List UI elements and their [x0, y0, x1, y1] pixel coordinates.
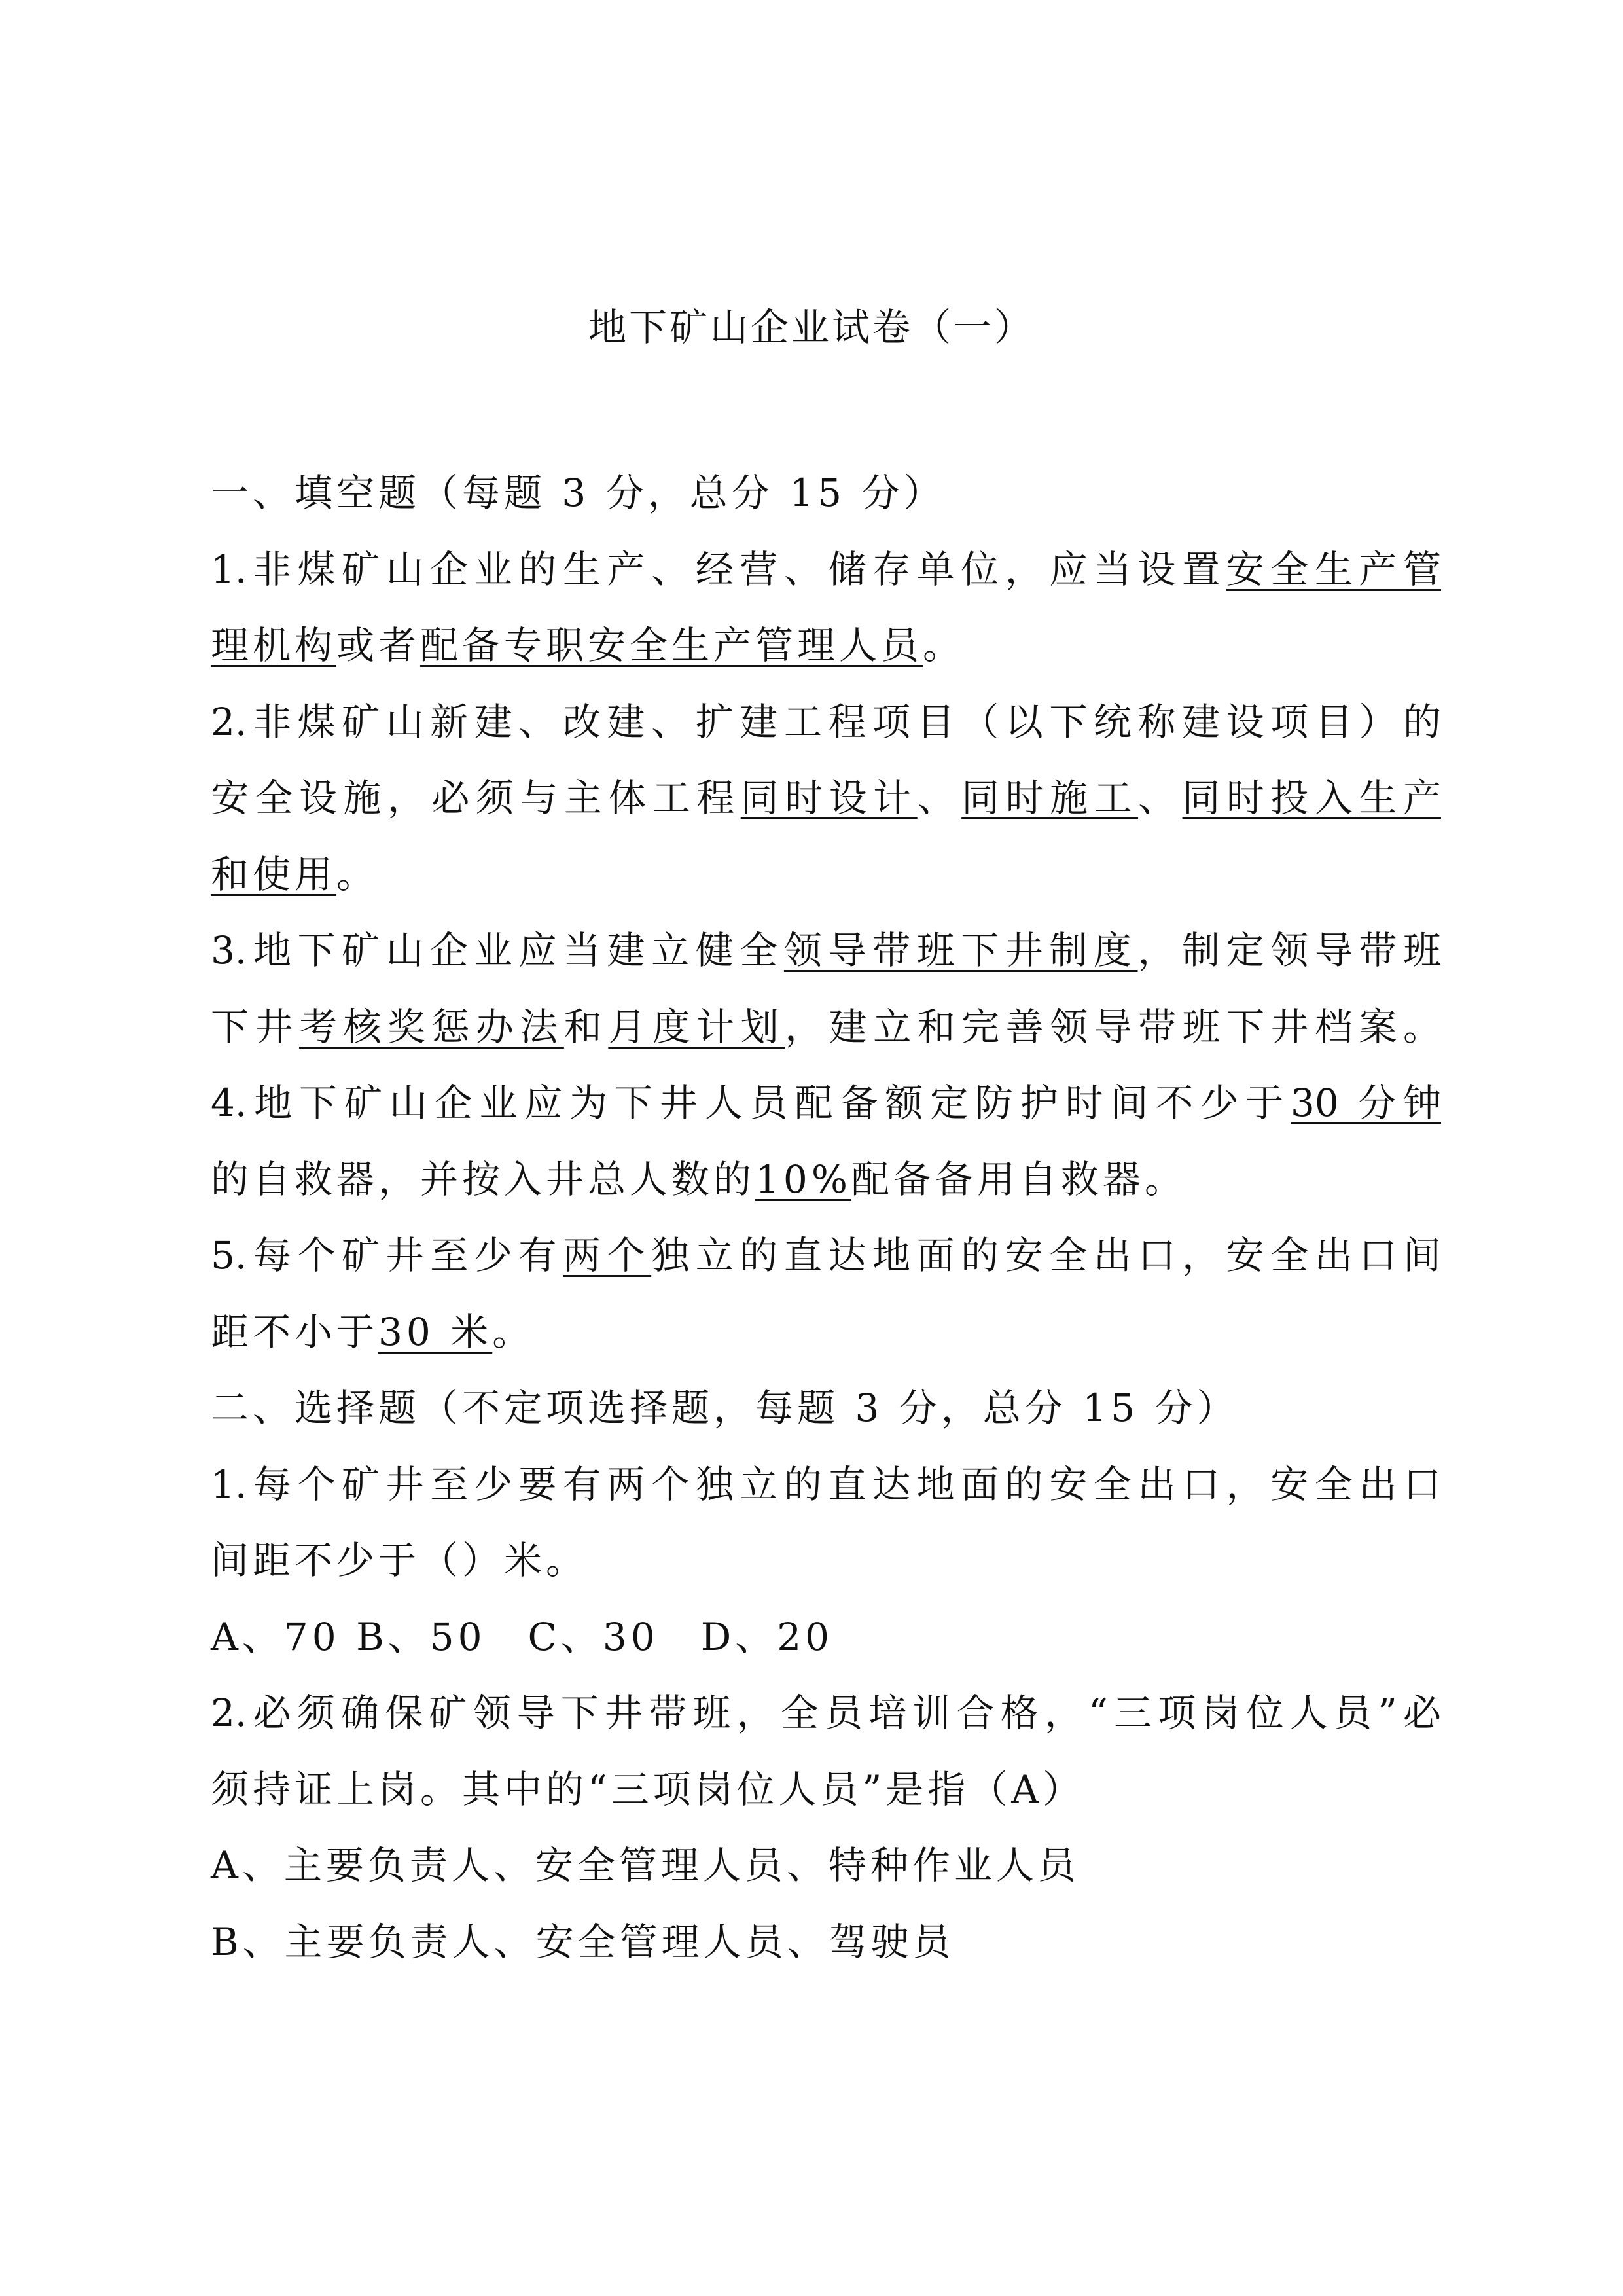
- text-run: 。: [923, 623, 965, 668]
- document-body: [211, 455, 1441, 1980]
- answer-blank: 同时设计: [740, 776, 918, 820]
- text-run: 5.每个矿井至少有: [211, 1233, 563, 1278]
- s1-q4-line2: [211, 1141, 1441, 1218]
- s2-q1-options: A、70 B、50 C、30 D、20: [211, 1614, 834, 1659]
- text-run: ，制定领导带班: [1137, 928, 1441, 973]
- section1-heading: 一、填空题（每题 3 分，总分 15 分）: [211, 471, 946, 515]
- s1-q2-line3: [211, 836, 1441, 913]
- answer-blank: 两个: [562, 1233, 652, 1278]
- answer-blank: 月度计划: [608, 1004, 785, 1049]
- answer-blank: 30 分钟: [1291, 1081, 1441, 1125]
- s1-q1-line1: [211, 531, 1441, 608]
- text-run: 配备备用自救器。: [851, 1157, 1186, 1202]
- answer-blank: 同时投入生产: [1182, 776, 1441, 820]
- answer-blank: 10%: [755, 1157, 851, 1202]
- s2-q1-line1: 1.每个矿井至少要有两个独立的直达地面的安全出口，安全出口: [211, 1462, 1441, 1507]
- text-run: 的自救器，并按入井总人数的: [211, 1157, 756, 1202]
- s2-q2-option-a: A、主要负责人、安全管理人员、特种作业人员: [211, 1843, 1080, 1888]
- text-run: 距不小于: [211, 1309, 379, 1354]
- s2-q1-line2: 间距不少于（）米。: [211, 1538, 588, 1583]
- s2-q2-line1: 2.必须确保矿领导下井带班，全员培训合格，“三项岗位人员”必: [211, 1691, 1441, 1735]
- s1-q2-line2: [211, 760, 1441, 836]
- text-run: 1.非煤矿山企业的生产、经营、储存单位，应当设置: [211, 547, 1226, 592]
- answer-blank: 理机构: [211, 623, 337, 668]
- s1-q3-line2: [211, 989, 1441, 1066]
- s1-q1-line2: [211, 607, 1441, 684]
- s2-q2-line2: 须持证上岗。其中的“三项岗位人员”是指（A）: [211, 1767, 1085, 1812]
- text-run: 、: [1138, 776, 1183, 820]
- s2-q2-option-b: B、主要负责人、安全管理人员、驾驶员: [211, 1919, 955, 1964]
- text-run: 下井: [211, 1004, 299, 1049]
- answer-blank: 同时施工: [961, 776, 1139, 820]
- answer-blank: 领导带班下井制度: [783, 928, 1138, 973]
- s1-q3-line1: [211, 912, 1441, 989]
- answer-blank: 配备专职安全生产管理人员: [420, 623, 923, 668]
- text-run: 。: [336, 852, 379, 897]
- text-run: 3.地下矿山企业应当建立健全: [211, 928, 784, 973]
- s1-q5-line1: [211, 1217, 1441, 1294]
- document-title: 地下矿山企业试卷（一）: [588, 305, 1035, 350]
- text-run: 4.地下矿山企业应为下井人员配备额定防护时间不少于: [211, 1081, 1291, 1125]
- text-run: 和: [563, 1004, 609, 1049]
- answer-blank: 和使用: [211, 852, 337, 897]
- answer-blank: 考核奖惩办法: [298, 1004, 564, 1049]
- text-run: 安全设施，必须与主体工程: [211, 776, 741, 820]
- answer-blank: 安全生产管: [1226, 547, 1441, 592]
- answer-blank: 30 米: [378, 1309, 493, 1354]
- s1-q2-line1: 2.非煤矿山新建、改建、扩建工程项目（以下统称建设项目）的: [211, 699, 1441, 744]
- text-run: 或者: [336, 623, 421, 668]
- text-run: 独立的直达地面的安全出口，安全出口间: [651, 1233, 1441, 1278]
- s1-q5-line2: [211, 1294, 1441, 1371]
- text-run: ，建立和完善领导带班下井档案。: [785, 1004, 1441, 1049]
- text-run: 、: [917, 776, 962, 820]
- text-run: 。: [492, 1309, 535, 1354]
- section2-heading: 二、选择题（不定项选择题，每题 3 分，总分 15 分）: [211, 1386, 1239, 1430]
- s1-q4-line1: [211, 1065, 1441, 1141]
